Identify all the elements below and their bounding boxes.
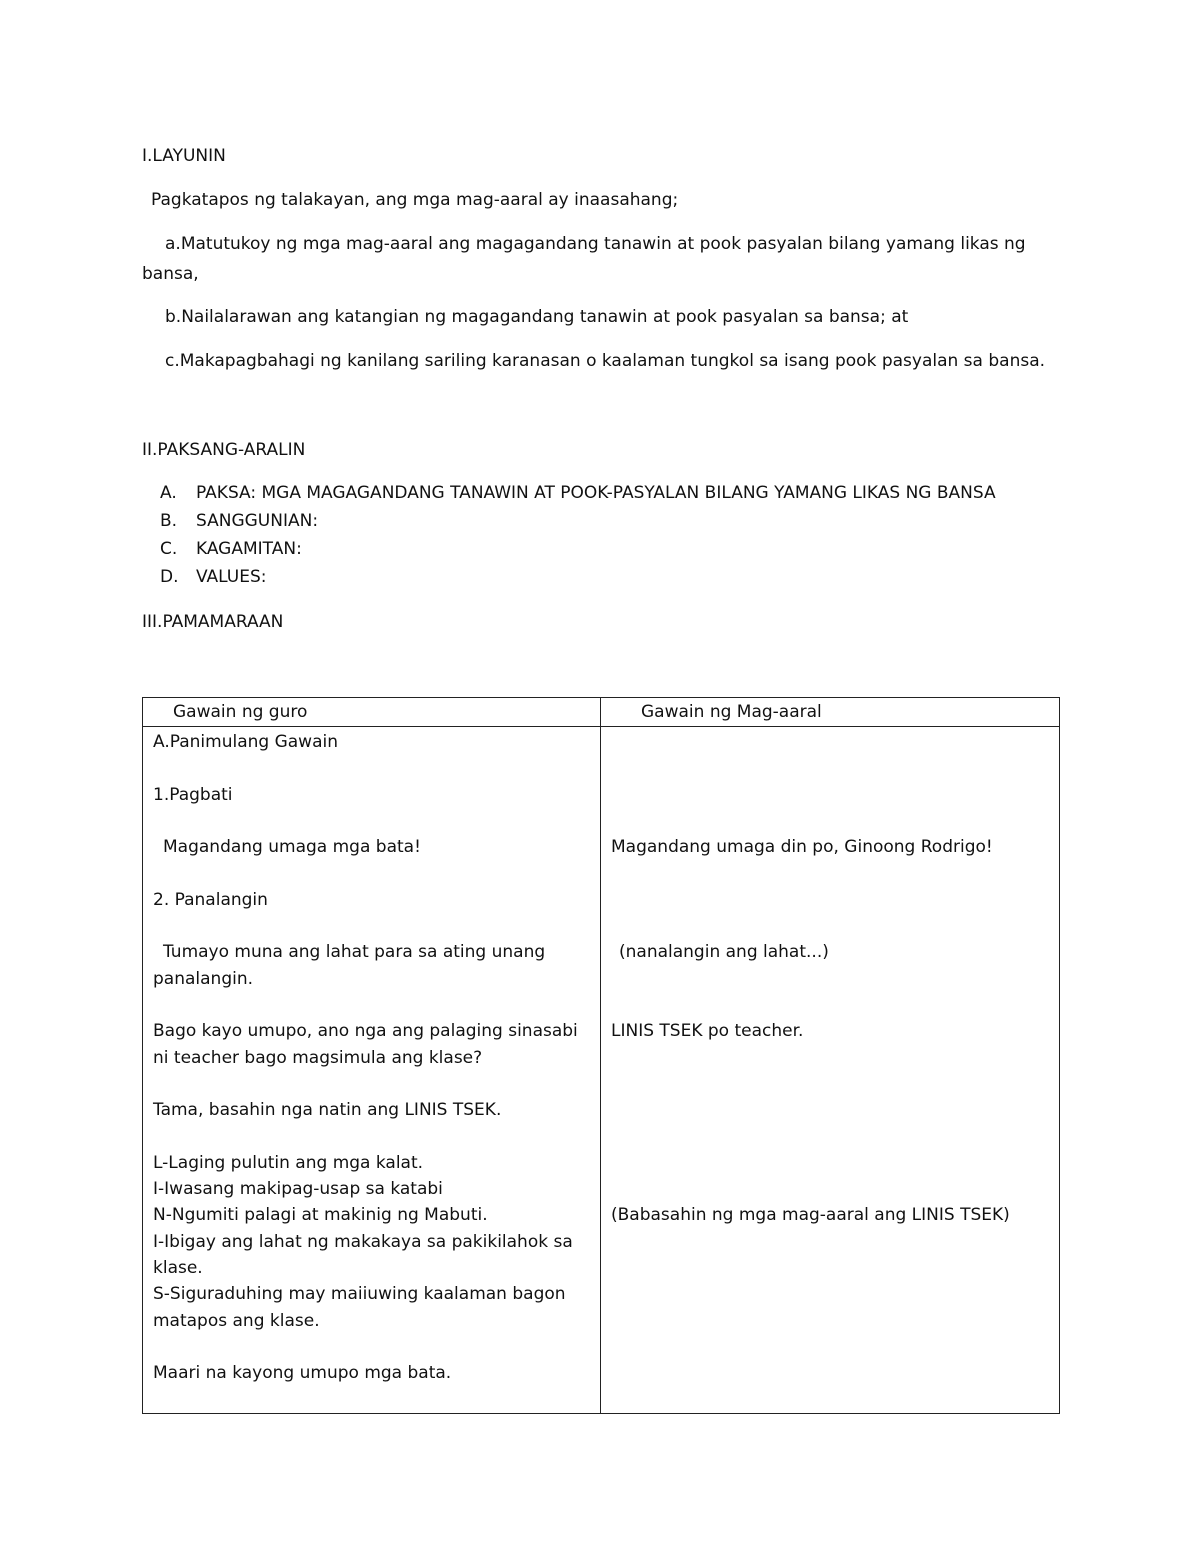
section-2-heading: II.PAKSANG-ARALIN: [142, 440, 306, 460]
prayer-line-1: Tumayo muna ang lahat para sa ating unang: [163, 942, 546, 963]
linis-i2-line-1: I-Ibigay ang lahat ng makakaya sa pakikilahok sa: [153, 1231, 573, 1252]
list-text: SANGGUNIAN:: [196, 511, 319, 531]
linis-i2-line-2: klase.: [153, 1257, 203, 1278]
header-cell-student: [601, 698, 1060, 727]
list-text: KAGAMITAN:: [196, 539, 302, 559]
student-prayer-reply: (nanalangin ang lahat...): [619, 942, 829, 963]
procedure-table: [142, 697, 1060, 1414]
header-cell-teacher: [143, 698, 601, 727]
section-1-heading: I.LAYUNIN: [142, 146, 226, 166]
list-marker: B.: [160, 511, 178, 531]
table-row: [143, 727, 1060, 1414]
header-teacher: Gawain ng guro: [173, 702, 308, 722]
objectives-intro: Pagkatapos ng talakayan, ang mga mag-aaral ay inaasahang;: [151, 190, 679, 210]
student-question-reply: LINIS TSEK po teacher.: [611, 1021, 804, 1042]
linis-n: N-Ngumiti palagi at makinig ng Mabuti.: [153, 1205, 488, 1226]
question-line-1: Bago kayo umupo, ano nga ang palaging sinasabi: [153, 1021, 578, 1042]
list-marker: C.: [160, 539, 178, 559]
list-item: [160, 538, 302, 560]
section-3-heading: III.PAMAMARAAN: [142, 612, 284, 632]
teacher-cell: [143, 727, 601, 1414]
prayer-line-2: panalangin.: [153, 968, 254, 989]
objective-c: c.Makapagbahagi ng kanilang sariling karanasan o kaalaman tungkol sa isang pook pasyalan sa bansa.: [165, 351, 1046, 371]
linis-i: I-Iwasang makipag-usap sa katabi: [153, 1179, 443, 1200]
objective-a-line-2: bansa,: [142, 264, 199, 284]
list-item: [160, 482, 996, 504]
panimula-heading: A.Panimulang Gawain: [153, 732, 338, 752]
list-marker: A.: [160, 483, 177, 503]
list-item: [160, 566, 267, 588]
student-cell: [601, 727, 1060, 1414]
pagbati-heading: 1.Pagbati: [153, 784, 233, 805]
objective-b: b.Nailalarawan ang katangian ng magagandang tanawin at pook pasyalan sa bansa; at: [165, 307, 909, 327]
linis-s-line-1: S-Siguraduhing may maiiuwing kaalaman bagon: [153, 1284, 566, 1305]
question-line-2: ni teacher bago magsimula ang klase?: [153, 1047, 483, 1068]
student-read-reply: (Babasahin ng mga mag-aaral ang LINIS TSEK): [611, 1205, 1010, 1226]
linis-s-line-2: matapos ang klase.: [153, 1310, 320, 1331]
teacher-greeting: Magandang umaga mga bata!: [163, 837, 421, 858]
student-greeting-reply: Magandang umaga din po, Ginoong Rodrigo!: [611, 837, 993, 858]
header-student: Gawain ng Mag-aaral: [641, 702, 822, 722]
read-instruction: Tama, basahin nga natin ang LINIS TSEK.: [153, 1100, 502, 1121]
list-item: [160, 510, 318, 532]
list-text: PAKSA: MGA MAGAGANDANG TANAWIN AT POOK-PASYALAN BILANG YAMANG LIKAS NG BANSA: [196, 483, 996, 503]
table-header-row: [143, 698, 1060, 727]
linis-l: L-Laging pulutin ang mga kalat.: [153, 1152, 424, 1173]
panalangin-heading: 2. Panalangin: [153, 889, 268, 910]
list-marker: D.: [160, 567, 179, 587]
list-text: VALUES:: [196, 567, 267, 587]
objective-a-line-1: a.Matutukoy ng mga mag-aaral ang magagandang tanawin at pook pasyalan bilang yamang likas ng: [165, 234, 1026, 254]
sit-instruction: Maari na kayong umupo mga bata.: [153, 1363, 452, 1384]
